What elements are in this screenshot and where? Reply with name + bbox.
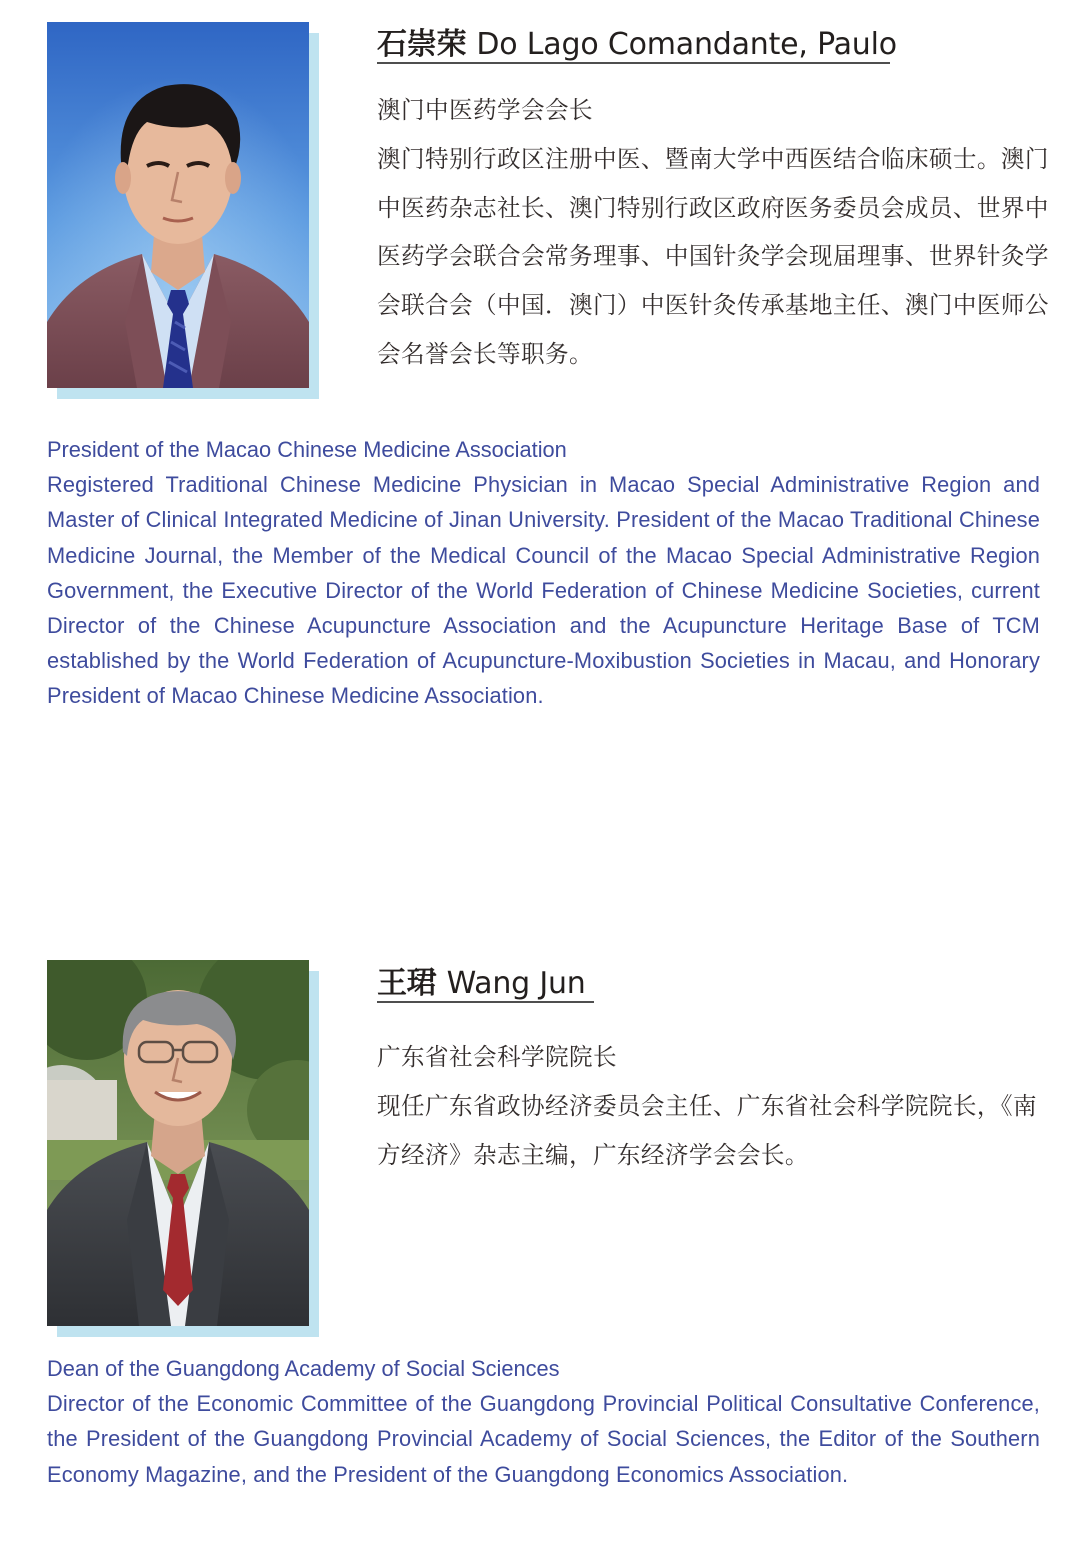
person-name-1 [377, 19, 897, 63]
chinese-bio-block [377, 1033, 1049, 1179]
chinese-biography: 澳门特别行政区注册中医、暨南大学中西医结合临床硕士。澳门中医药杂志社长、澳门特别行政区政府医务委员会成员、世界中医药学会联合会常务理事、中国针灸学会现届理事、世界针灸学会联合会（中国．澳门）中医针灸传承基地主任、澳门中医师公会名誉会长等职务。 [377, 144, 1049, 368]
english-title: President of the Macao Chinese Medicine Association [47, 437, 567, 462]
portrait-photo [47, 22, 309, 388]
english-biography: Registered Traditional Chinese Medicine Physician in Macao Special Administrative Region and Master of Clinical Integrated Medicine of Jinan University. President of the Macao Traditional Chinese Medicine Journal, the Member of the Medical Council of the Macao Special Administrative Region Government, the Executive Director of the World Federation of Chinese Medicine Societies, current Director of the Chinese Acupuncture Association and the Acupuncture Heritage Base of TCM established by the World Federation of Acupuncture-Moxibustion Societies in Macau, and Honorary President of Macao Chinese Medicine Association. [47, 472, 1040, 709]
english-bio-block [47, 432, 1040, 714]
name-underline [377, 1001, 594, 1003]
name-english: Do Lago Comandante, Paulo [476, 27, 897, 62]
english-bio-block [47, 1351, 1040, 1492]
name-underline [377, 62, 890, 64]
english-biography: Director of the Economic Committee of the Guangdong Provincial Political Consultative Conference, the President of the Guangdong Provincial Academy of Social Sciences, the Editor of the Southern Economy Magazine, and the President of the Guangdong Economics Association. [47, 1391, 1040, 1487]
portrait-illustration [47, 960, 309, 1326]
profile-card-1 [0, 0, 1080, 760]
name-chinese: 石崇荣 [377, 27, 467, 62]
name-chinese: 王珺 [377, 966, 437, 1001]
name-english: Wang Jun [446, 966, 586, 1001]
person-name-2 [377, 958, 586, 1002]
photo-shadow [57, 971, 319, 1337]
chinese-biography: 现任广东省政协经济委员会主任、广东省社会科学院院长，《南方经济》杂志主编，广东经济学会会长。 [377, 1091, 1038, 1169]
chinese-title: 澳门中医药学会会长 [377, 96, 593, 124]
portrait-illustration [47, 22, 309, 388]
chinese-title: 广东省社会科学院院长 [377, 1043, 617, 1071]
portrait-photo [47, 960, 309, 1326]
chinese-bio-block [377, 86, 1049, 379]
english-title: Dean of the Guangdong Academy of Social Sciences [47, 1356, 560, 1381]
